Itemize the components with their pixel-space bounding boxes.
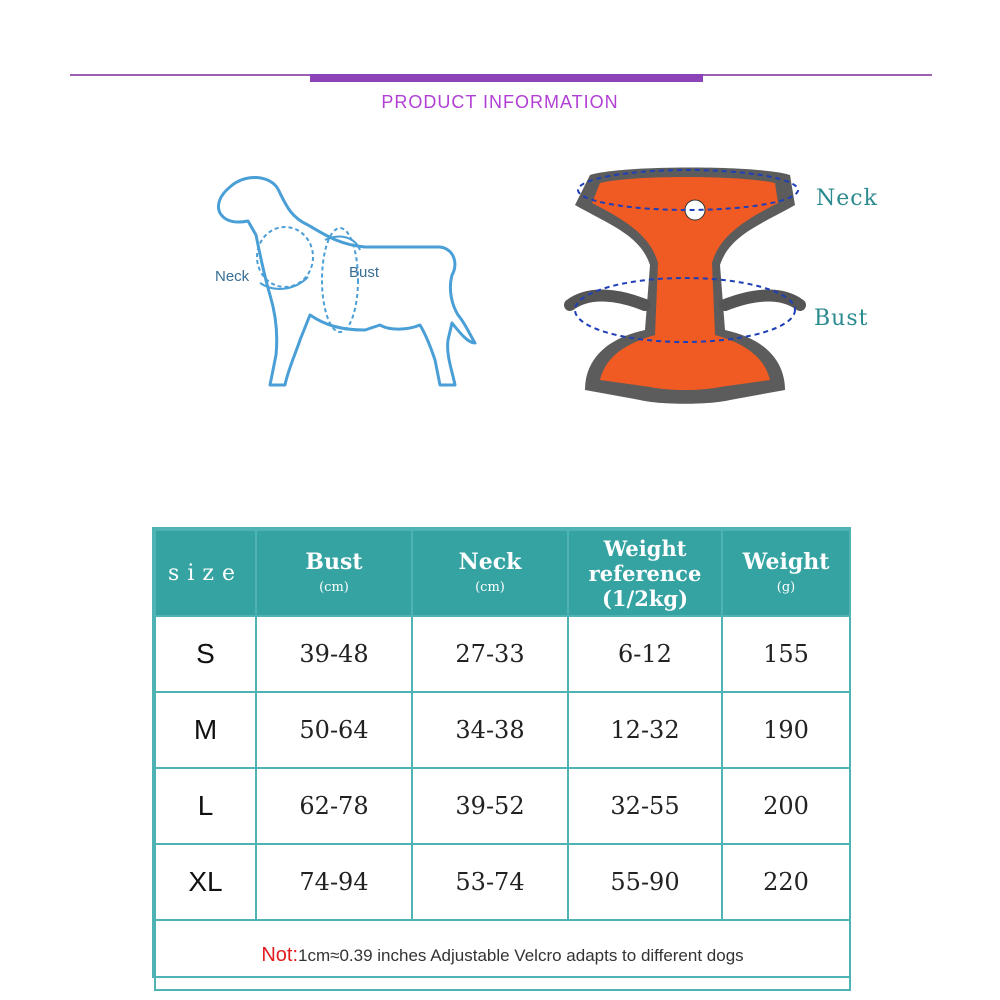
cell-neck: 39-52 <box>412 768 568 844</box>
size-chart <box>152 527 851 978</box>
cell-bust: 39-48 <box>256 616 412 692</box>
cell-weight-reference: 6-12 <box>568 616 722 692</box>
size-table <box>154 529 851 991</box>
table-row <box>155 692 850 768</box>
cell-weight-reference: 55-90 <box>568 844 722 920</box>
cell-weight: 155 <box>722 616 850 692</box>
header-weight-reference: Weight reference (1/2kg) <box>568 530 722 616</box>
table-row <box>155 616 850 692</box>
cell-bust: 74-94 <box>256 844 412 920</box>
table-note <box>155 920 850 990</box>
cell-neck: 34-38 <box>412 692 568 768</box>
header-bust: Bust (cm) <box>256 530 412 616</box>
cell-weight: 200 <box>722 768 850 844</box>
cell-bust: 62-78 <box>256 768 412 844</box>
harness-bust-label: Bust <box>814 306 869 331</box>
table-note-row <box>155 920 850 990</box>
dog-neck-label: Neck <box>215 268 250 285</box>
harness-product-image <box>560 155 810 415</box>
note-label: Not: <box>261 943 299 966</box>
page-title: PRODUCT INFORMATION <box>381 92 619 112</box>
cell-size: S <box>155 616 256 692</box>
cell-size: L <box>155 768 256 844</box>
note-text: 1cm≈0.39 inches Adjustable Velcro adapts to different dogs <box>298 945 744 965</box>
table-header-row <box>155 530 850 616</box>
header-divider-accent <box>310 74 703 82</box>
cell-neck: 53-74 <box>412 844 568 920</box>
cell-bust: 50-64 <box>256 692 412 768</box>
table-row <box>155 768 850 844</box>
cell-size: M <box>155 692 256 768</box>
cell-neck: 27-33 <box>412 616 568 692</box>
header-weight: Weight (g) <box>722 530 850 616</box>
harness-neck-label: Neck <box>816 186 878 211</box>
cell-weight: 220 <box>722 844 850 920</box>
dog-outline-icon <box>190 165 490 405</box>
dog-measurement-diagram <box>190 165 490 405</box>
cell-weight-reference: 32-55 <box>568 768 722 844</box>
table-row <box>155 844 850 920</box>
header-neck: Neck (cm) <box>412 530 568 616</box>
header-size: size <box>155 530 256 616</box>
cell-weight: 190 <box>722 692 850 768</box>
cell-size: XL <box>155 844 256 920</box>
cell-weight-reference: 12-32 <box>568 692 722 768</box>
dog-bust-label: Bust <box>349 264 380 281</box>
harness-icon <box>560 155 810 415</box>
